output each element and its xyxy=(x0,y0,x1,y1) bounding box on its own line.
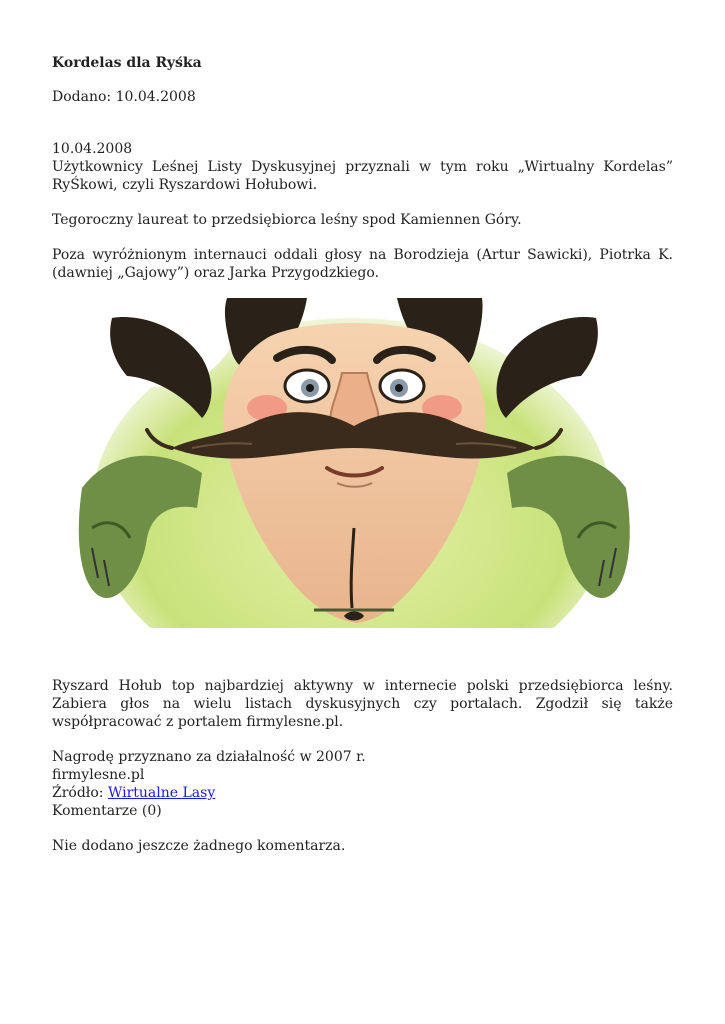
site-line: firmylesne.pl xyxy=(52,767,145,783)
paragraph-laureate: Tegoroczny laureat to przedsiębiorca leśny spod Kamiennen Góry. xyxy=(52,212,522,228)
award-line: Nagrodę przyznano za działalność w 2007 r. xyxy=(52,749,366,765)
added-date: Dodano: 10.04.2008 xyxy=(52,89,196,105)
no-comments-message: Nie dodano jeszcze żadnego komentarza. xyxy=(52,838,346,854)
source-link[interactable]: Wirtualne Lasy xyxy=(107,785,216,801)
comments-count[interactable]: Komentarze (0) xyxy=(52,803,162,819)
article xyxy=(52,54,673,855)
article-title: Kordelas dla Ryśka xyxy=(52,55,202,71)
source-line xyxy=(52,784,673,802)
mustached-man-caricature-icon xyxy=(52,298,656,628)
paragraph-other-votes: Poza wyróżnionym internauci oddali głosy na Borodzieja (Artur Sawicki), Piotrka K. (dawniej „Gajowy”) oraz Jarka Przygodzkiego. xyxy=(52,247,673,281)
paragraph-intro: Użytkownicy Leśnej Listy Dyskusyjnej przyznali w tym roku „Wirtualny Kordelas” RyŚkowi, czyli Ryszardowi Hołubowi. xyxy=(52,159,673,193)
article-date: 10.04.2008 xyxy=(52,141,133,157)
source-label: Źródło: xyxy=(52,785,108,801)
paragraph-about: Ryszard Hołub top najbardziej aktywny w internecie polski przedsiębiorca leśny. Zabiera głos na wielu listach dyskusyjnych czy portalach. Zgodził się także współpracować z portalem firmylesne.pl. xyxy=(52,678,673,730)
